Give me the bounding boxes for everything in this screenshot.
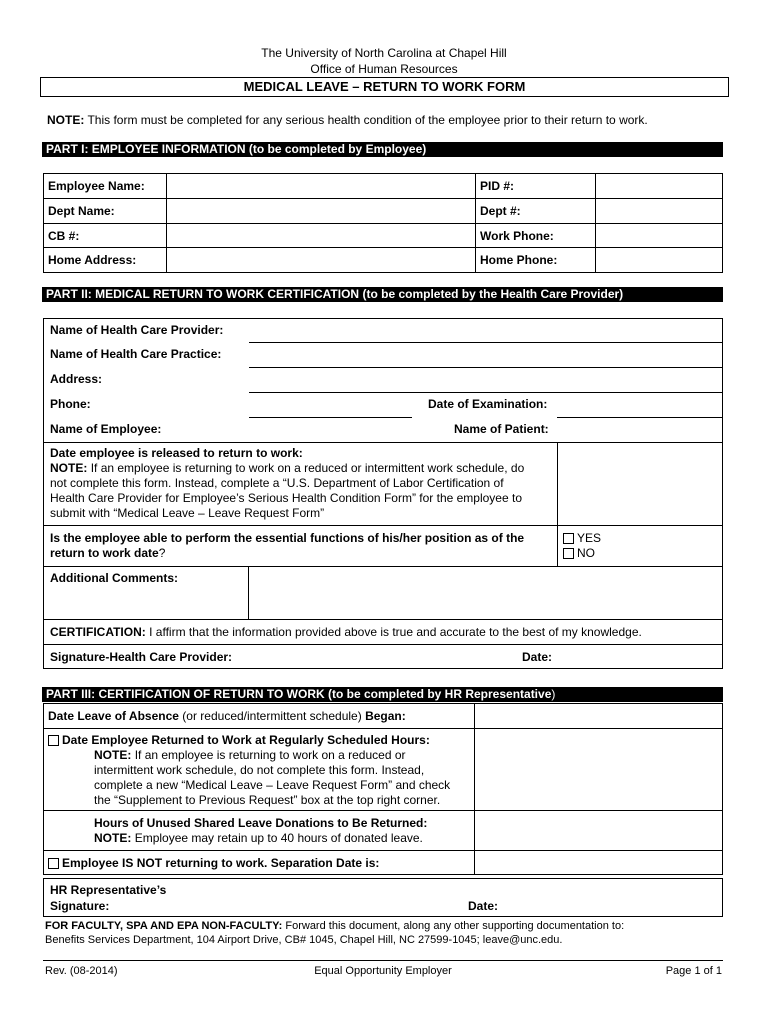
returned-checkbox[interactable] [48,735,59,746]
hr-date-label: Date: [468,899,499,913]
returned-note-2: intermittent work schedule, do not complete this form. Instead, [94,763,425,777]
home-address-field[interactable] [167,248,476,273]
dept-name-label: Dept Name: [44,199,167,224]
benefits-address: Benefits Services Department, 104 Airport Drive, CB# 1045, Chapel Hill, NC 27599-1045; leave@unc.edu. [45,934,563,946]
hours-field[interactable] [475,811,723,851]
home-phone-field[interactable] [596,248,723,273]
yes-option[interactable] [563,531,601,545]
loa-label: Date Leave of Absence [48,709,179,723]
returned-note-4: the “Supplement to Previous Request” box at the top right corner. [94,793,441,807]
eoe-statement: Equal Opportunity Employer [314,965,452,977]
cb-field[interactable] [167,224,476,248]
release-block [50,446,555,521]
no-label: NO [577,546,595,560]
release-note-2: not complete this form. Instead, complete a “U.S. Department of Labor Certification of [50,476,504,490]
dept-number-field[interactable] [596,199,723,224]
hr-rep-label: HR Representative’s [50,883,167,897]
release-note-label: NOTE: [50,461,88,475]
pid-label: PID #: [476,174,596,199]
returned-note-3: complete a new “Medical Leave – Leave Request Form” and check [94,778,451,792]
part1-heading: PART I: EMPLOYEE INFORMATION (to be completed by Employee) [42,142,723,157]
part2-heading [42,287,723,302]
address-label: Address: [50,372,103,386]
work-phone-label: Work Phone: [476,224,596,248]
phone-line[interactable] [249,417,412,418]
hours-cell [44,811,475,851]
cb-label: CB #: [44,224,167,248]
home-phone-label: Home Phone: [476,248,596,273]
part3-heading [42,687,723,702]
part2-heading-sub: (to be completed by the Health Care Provider) [362,287,624,301]
revision: Rev. (08-2014) [45,965,118,977]
hours-note-label: NOTE: [94,830,132,845]
employee-name-label: Employee Name: [44,174,167,199]
practice-label: Name of Health Care Practice: [50,347,222,361]
certification-statement [50,625,642,639]
provider-name-line[interactable] [249,342,723,343]
returned-note-1: If an employee is returning to work on a reduced or [134,748,406,762]
faculty-label: FOR FACULTY, SPA AND EPA NON-FACULTY: [45,920,283,932]
hr-signature-label: Signature: [50,899,110,913]
intro-note [47,113,648,127]
certification-label: CERTIFICATION: [50,625,146,639]
signature-label: Signature-Health Care Provider: [50,650,233,664]
divider [43,525,723,526]
exam-date-label: Date of Examination: [428,397,548,411]
essential-question-mark: ? [158,546,166,560]
form-title: MEDICAL LEAVE – RETURN TO WORK FORM [243,79,526,94]
no-option[interactable] [563,546,595,560]
intro-note-label: NOTE: [47,113,85,127]
part3-heading-paren: ) [551,687,556,701]
intro-note-text: This form must be completed for any serious health condition of the employee prior to their return to work. [87,113,648,127]
returned-note-label: NOTE: [94,748,132,762]
essential-line-2: return to work date [50,546,159,560]
part3-heading-main: PART III: CERTIFICATION OF RETURN TO WORK (to be completed by HR Representative [46,687,552,701]
release-note-4: submit with “Medical Leave – Leave Request Form” [50,506,325,520]
loa-paren: (or reduced/intermittent schedule) [182,709,362,723]
comments-field[interactable] [249,567,723,619]
divider [43,644,723,645]
loa-began: Began: [365,709,406,723]
not-returning-checkbox[interactable] [48,858,59,869]
comments-label: Additional Comments: [50,571,178,585]
release-note-3: Health Care Provider for Employee’s Serious Health Condition Form” for the employee to [50,491,522,505]
phone-label: Phone: [50,397,91,411]
release-label: Date employee is released to return to work: [50,446,303,460]
loa-date-field[interactable] [475,704,723,729]
employee-name-field[interactable] [167,174,476,199]
yes-label: YES [577,531,602,545]
hours-label: Hours of Unused Shared Leave Donations to Be Returned: [94,815,428,830]
home-address-label: Home Address: [44,248,167,273]
divider [43,442,723,443]
hours-note: Employee may retain up to 40 hours of donated leave. [134,830,423,845]
practice-line[interactable] [249,367,723,368]
divider [557,442,558,566]
no-checkbox[interactable] [563,548,574,559]
employee-info-table [43,173,723,273]
essential-line-1: Is the employee able to perform the essential functions of his/her position as of the [50,531,525,545]
exam-date-line[interactable] [557,417,723,418]
divider [43,619,723,620]
part2-heading-main: PART II: MEDICAL RETURN TO WORK CERTIFICATION [46,287,360,301]
page-number: Page 1 of 1 [665,965,722,977]
release-note-1: If an employee is returning to work on a reduced or intermittent work schedule, do [90,461,525,475]
returned-date-field[interactable] [475,729,723,811]
pid-field[interactable] [596,174,723,199]
provider-name-label: Name of Health Care Provider: [50,323,224,337]
faculty-text: Forward this document, along any other supporting documentation to: [285,920,625,932]
university-name: The University of North Carolina at Chapel Hill [261,46,507,60]
dept-number-label: Dept #: [476,199,596,224]
address-line[interactable] [249,392,723,393]
date-label: Date: [522,650,553,664]
form-title-box [40,77,729,97]
certification-text: I affirm that the information provided above is true and accurate to the best of my knowledge. [149,625,642,639]
faculty-instruction [45,919,624,933]
footer-rule [43,960,723,961]
hr-certification-table [43,703,723,875]
returned-cell [44,729,475,811]
dept-name-field[interactable] [167,199,476,224]
yes-checkbox[interactable] [563,533,574,544]
office-name: Office of Human Resources [310,62,458,76]
not-returning-label: Employee IS NOT returning to work. Separation Date is: [62,855,380,870]
patient-label: Name of Patient: [454,422,549,436]
work-phone-field[interactable] [596,224,723,248]
essential-block [50,531,555,561]
separation-date-field[interactable] [475,851,723,875]
returned-label: Date Employee Returned to Work at Regularly Scheduled Hours: [62,733,430,747]
employee-label: Name of Employee: [50,422,162,436]
not-returning-cell [44,851,475,875]
loa-label-cell [44,704,475,729]
